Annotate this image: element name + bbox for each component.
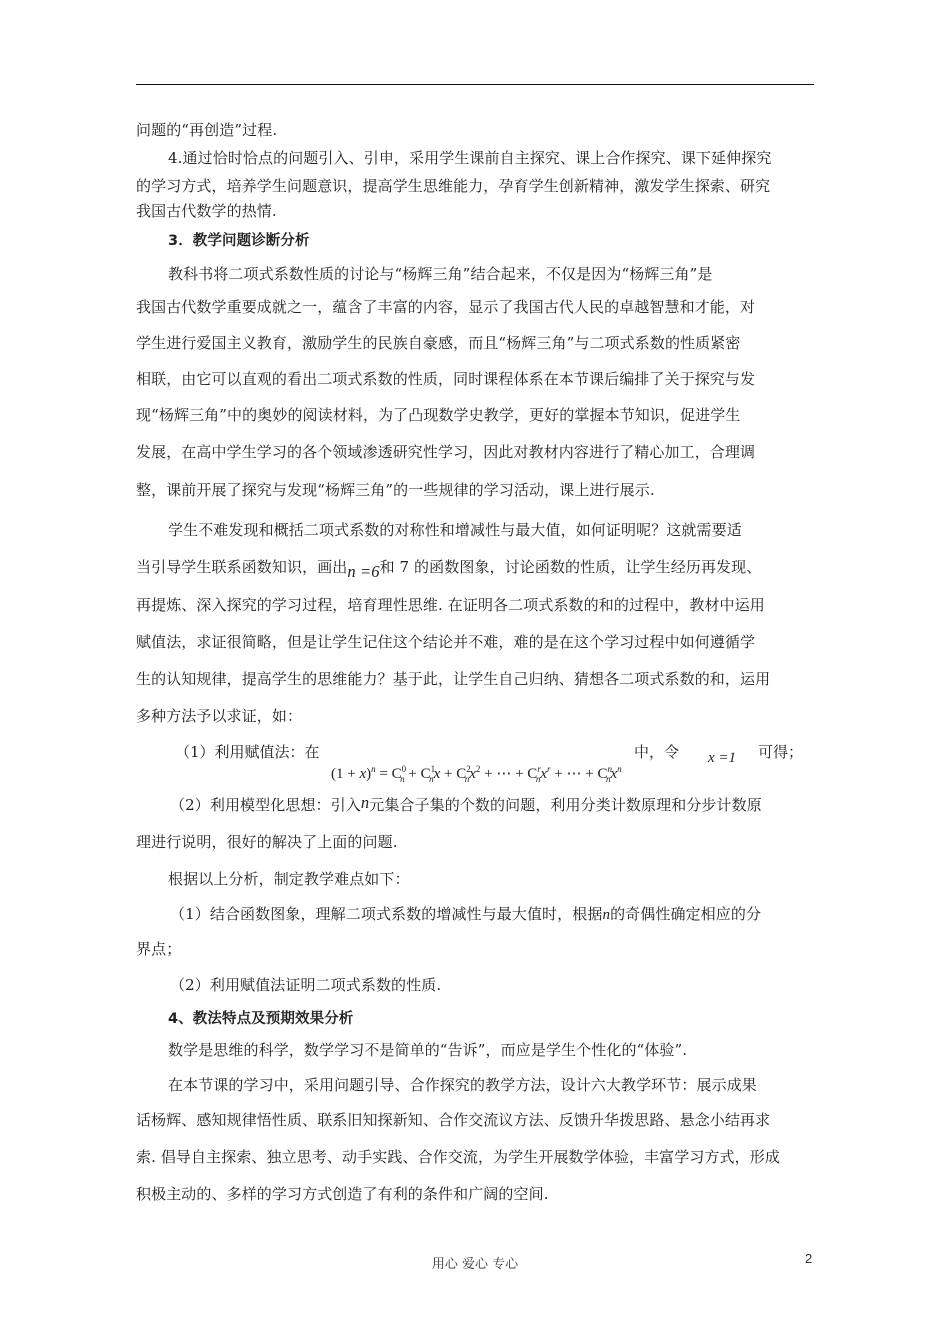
paragraph-line-with-math (136, 556, 814, 581)
paragraph-line: 积极主动的、多样的学习方式创造了有利的条件和广阔的空间. (136, 1185, 549, 1203)
paragraph-line: 现“杨辉三角”中的奥妙的阅读材料，为了凸现数学史教学，更好的掌握本节知识，促进学生 (136, 406, 741, 424)
paragraph-line: 赋值法，求证很简略，但是让学生记住这个结论并不难，难的是在这个学习过程中如何遵循学 (136, 633, 756, 651)
text: （1）结合函数图象，理解二项式系数的增减性与最大值时，根据 (170, 905, 603, 923)
text: 元集合子集的个数的问题，利用分类计数原理和分步计数原 (369, 796, 762, 814)
intro-line-1: 问题的“再创造”过程. (136, 121, 278, 139)
page-number: 2 (805, 1251, 813, 1266)
difficulty-2: （2）利用赋值法证明二项式系数的性质. (170, 976, 442, 994)
difficulty-intro: 根据以上分析，制定教学难点如下： (168, 870, 410, 888)
method-1-suffix: 可得； (758, 743, 804, 761)
text: （2）利用模型化思想：引入 (170, 796, 361, 814)
paragraph-line: 发展，在高中学生学习的各个领域渗透研究性学习，因此对教材内容进行了精心加工，合理调 (136, 443, 756, 461)
paragraph-line: 学生进行爱国主义教育，激励学生的民族自豪感，而且“杨辉三角”与二项式系数的性质紧密 (136, 334, 741, 352)
math-n-equals-6: n =6 (347, 562, 380, 581)
math-n: n (602, 907, 611, 923)
section-3-heading: 3．教学问题诊断分析 (168, 233, 310, 249)
method-2-line-2: 理进行说明，很好的解决了上面的问题. (136, 833, 398, 851)
math-n: n (360, 793, 370, 812)
paragraph-line: 数学是思维的科学，数学学习不是简单的“告诉”，而应是学生个性化的“体验”. (168, 1041, 688, 1059)
paragraph-line: 相联，由它可以直观的看出二项式系数的性质，同时课程体系在本节课后编排了关于探究与发 (136, 370, 756, 388)
math-x-equals-1: x =1 (708, 750, 737, 766)
intro-line-4: 我国古代数学的热情. (136, 202, 277, 220)
paragraph-line: 教科书将二项式系数性质的讨论与“杨辉三角”结合起来，不仅是因为“杨辉三角”是 (168, 265, 713, 283)
paragraph-line: 在本节课的学习中，采用问题引导、合作探究的教学方法，设计六大教学环节：展示成果 (168, 1076, 757, 1094)
method-2-line (170, 794, 814, 815)
binomial-formula: $(1 + x)^n = C^0_n + C^1_nx + C^2_nx^2$ + ⋯ + $C^r_nx^r$ + ⋯ + $C^n_nx^n$ (331, 764, 622, 784)
paragraph-line: 整，课前开展了探究与发现“杨辉三角”的一些规律的学习活动，课上进行展示. (136, 481, 655, 499)
paragraph-line: 多种方法予以求证，如： (136, 707, 303, 725)
intro-line-3: 的学习方式，培养学生问题意识，提高学生思维能力，孕育学生创新精神，激发学生探索、研究 (136, 177, 771, 195)
paragraph-line: 话杨辉、感知规律悟性质、联系旧知探新知、合作交流议方法、反馈升华拨思路、悬念小结再求 (136, 1111, 771, 1129)
method-1-mid: 中，令 (634, 743, 680, 761)
text: 和 7 的函数图象，讨论函数的性质，让学生经历再发现、 (379, 558, 762, 576)
text: 当引导学生联系函数知识，画出 (136, 558, 348, 576)
method-1-prefix: （1）利用赋值法：在 (175, 743, 320, 761)
page-footer: 用心 爱心 专心 (431, 1257, 519, 1272)
intro-line-2: 4.通过恰时恰点的问题引入、引申，采用学生课前自主探究、课上合作探究、课下延伸探究 (168, 149, 772, 167)
section-4-heading: 4、教法特点及预期效果分析 (168, 1011, 354, 1027)
paragraph-line: 生的认知规律，提高学生的思维能力？基于此，让学生自己归纳、猜想各二项式系数的和，运用 (136, 670, 771, 688)
difficulty-1-cont: 界点； (136, 940, 182, 958)
header-rule (136, 84, 814, 85)
difficulty-1 (170, 903, 814, 924)
paragraph-line: 索. 倡导自主探索、独立思考、动手实践、合作交流，为学生开展数学体验，丰富学习方式，形成 (136, 1148, 780, 1166)
paragraph-line: 学生不难发现和概括二项式系数的对称性和增减性与最大值，如何证明呢？这就需要适 (168, 521, 742, 539)
paragraph-line: 我国古代数学重要成就之一，蕴含了丰富的内容，显示了我国古代人民的卓越智慧和才能，对 (136, 298, 756, 316)
text: 的奇偶性确定相应的分 (610, 905, 762, 923)
paragraph-line: 再提炼、深入探究的学习过程，培育理性思维. 在证明各二项式系数的和的过程中，教材中运用 (136, 596, 765, 614)
